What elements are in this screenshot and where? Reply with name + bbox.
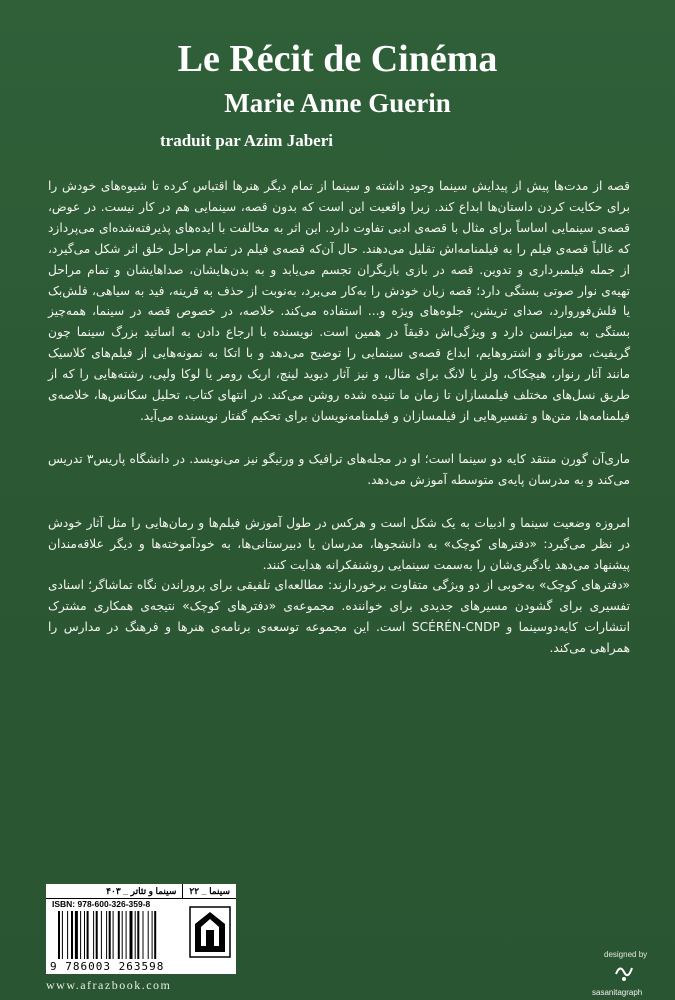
- series-row: [46, 884, 236, 899]
- blurb-text: [48, 176, 630, 681]
- blurb-paragraph-3: امروزه وضعیت سینما و ادبیات به یک شکل است و هرکس در طول آموزش فیلم‌ها و رمان‌هایی را مثل آثار خودش در نظر می‌گیرد: «دفترهای کوچک» به دانشجوها، مدرسان یا دبیرستانی‌ها، به خودآموخته‌ها و دیگر علاقه‌مندان پیشنهاد می‌دهد یادگیری‌شان را به‌سمت سینمایی روشنفکرانه هدایت کنند.: [48, 515, 630, 572]
- publisher-logo-icon: [189, 906, 231, 958]
- author-name: Marie Anne Guerin: [224, 88, 451, 118]
- designed-by-label: designed by: [604, 950, 648, 959]
- designer-logo-icon: [612, 960, 636, 984]
- barcode-panel: [46, 884, 236, 974]
- designer-instagram: sasanitagraph: [592, 988, 643, 997]
- series-label-right: سینما _ ۲۲: [182, 884, 236, 898]
- isbn-number: ISBN: 978-600-326-359-8: [52, 899, 151, 909]
- series-label-left: سینما و تئاتر _ ۴۰۳: [106, 886, 177, 896]
- publisher-website: www.afrazbook.com: [46, 978, 172, 992]
- translator-credit: traduit par Azim Jaberi: [160, 131, 333, 150]
- blurb-paragraph-2: ماری‌آن گورن منتقد کایه دو سینما است؛ او در مجله‌های ترافیک و ورتیگو نیز می‌نویسد. در دانشگاه پاریس۳ تدریس می‌کند و به مدرسان پایه‌ی متوسطه آموزش می‌دهد.: [48, 451, 630, 487]
- blurb-paragraph-1: قصه از مدت‌ها پیش از پیدایش سینما وجود داشته و سینما از تمام دیگر هنرها اقتباس کرده تا شیوه‌های خودش را برای حکایت کردن داستان‌ها ابداع کند. زیرا واقعیت این است که بدون قصه، سینمایی هم در کار نیست. در عوض، قصه‌ی سینمایی اساساً برای مثال با قصه‌ی ادبی تفاوت دارد. این اثر به مخالفت با ایده‌های پذیرفته‌شده‌ای می‌پردازد که غالباً قصه‌ی فیلم را به فیلمنامه‌اش تقلیل می‌دهند. حال آن‌که قصه‌ی فیلم در تمام مراحل خلق اثر شکل می‌گیرد، از جمله فیلمبرداری و تدوین. قصه در بازی بازیگران تجسم می‌یابد و به بدن‌هایشان، صداهایشان و تمام مراحل تهیه‌ی نوار صوتی بستگی دارد؛ قصه زبان خودش را به‌کار می‌برد، به‌نوبت از حذف به قرینه، فید به سیاهی، فلش‌بک یا فلش‌فوروارد، صدای تریشن، جلوه‌های ویژه و... استفاده می‌کند. خلاصه، در خصوص قصه در سینما، همه‌چیز بستگی به میزانسن دارد و ویژگی‌اش دقیقاً در همین است. نویسنده با ارجاع دادن به اساتید بزرگ سینما چون گریفیث، مورنائو و اشتروهایم، ابداع قصه‌ی سینمایی را توضیح می‌دهد و با اتکا به نمونه‌هایی از فیلم‌های کلاسیک مانند آثار رنوار، هیچکاک، ولز یا لانگ برای مثال، و نیز آثار دیوید لینچ، اریک رومر یا لوکا ولپی، رشته‌هایی را که از طریق نسل‌های مختلف فیلمسازان تا زمان ما تنیده شده روشن می‌کند. در انتهای کتاب، تحلیل سکانس‌ها، خلاصه‌ی فیلمنامه‌ها، متن‌ها و تفسیرهایی از فیلمسازان و فیلمنامه‌نویسان برای تحکیم گفتار نویسنده می‌آید.: [48, 179, 630, 423]
- barcode-icon: [58, 911, 184, 959]
- book-title: Le Récit de Cinéma: [177, 38, 498, 80]
- blurb-paragraph-4: «دفترهای کوچک» به‌خوبی از دو ویژگی متفاوت برخوردارند: مطالعه‌ای تلفیقی برای پروراندن نگاه تماشاگر؛ اسنادی تفسیری برای گشودن مسیرهای جدیدی برای خواننده. مجموعه‌ی «دفترهای کوچک» نتیجه‌ی همکاری مشترک انتشارات کایه‌دوسینما و SCÉRÉN-CNDP است. این مجموعه توسعه‌ی برنامه‌ی هنرها و فرهنگ در مدارس را همراهی می‌کند.: [48, 578, 631, 656]
- barcode-digits: 9 786003 263598: [50, 960, 165, 973]
